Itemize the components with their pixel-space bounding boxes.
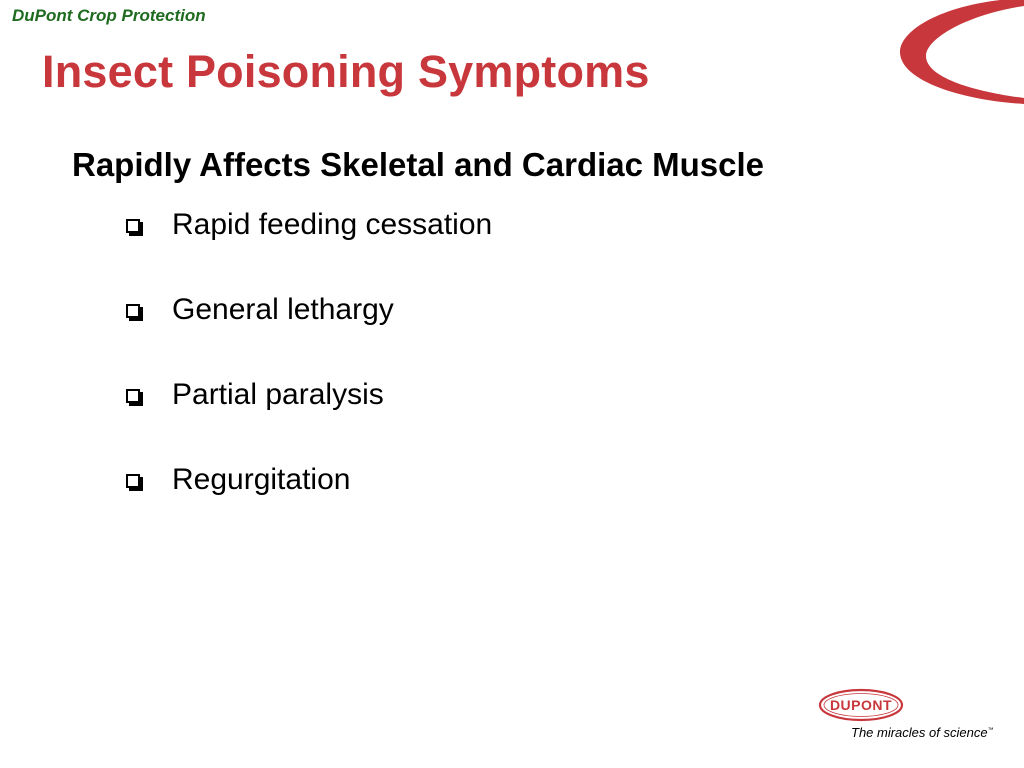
bullet-text: General lethargy (172, 293, 394, 326)
bullet-text: Regurgitation (172, 463, 351, 496)
tagline (851, 725, 994, 740)
checkbox-bullet-icon (126, 219, 140, 233)
checkbox-bullet-icon (126, 474, 140, 488)
checkbox-bullet-icon (126, 304, 140, 318)
list-item (126, 289, 492, 331)
dupont-logo (818, 688, 904, 722)
list-item (126, 374, 492, 416)
slide-title: Insect Poisoning Symptoms (42, 46, 650, 97)
bullet-text: Rapid feeding cessation (172, 208, 493, 241)
list-item (126, 459, 492, 501)
bullet-list (126, 204, 492, 544)
company-label: DuPont Crop Protection (12, 6, 206, 25)
tagline-trademark: ™ (987, 727, 994, 734)
list-item (126, 204, 492, 246)
tagline-text: The miracles of science (851, 725, 988, 740)
corner-arc-decoration (864, 0, 1024, 110)
slide-subtitle: Rapidly Affects Skeletal and Cardiac Muscle (72, 146, 765, 183)
logo-text: DUPONT (829, 697, 893, 713)
bullet-text: Partial paralysis (172, 378, 384, 411)
checkbox-bullet-icon (126, 389, 140, 403)
